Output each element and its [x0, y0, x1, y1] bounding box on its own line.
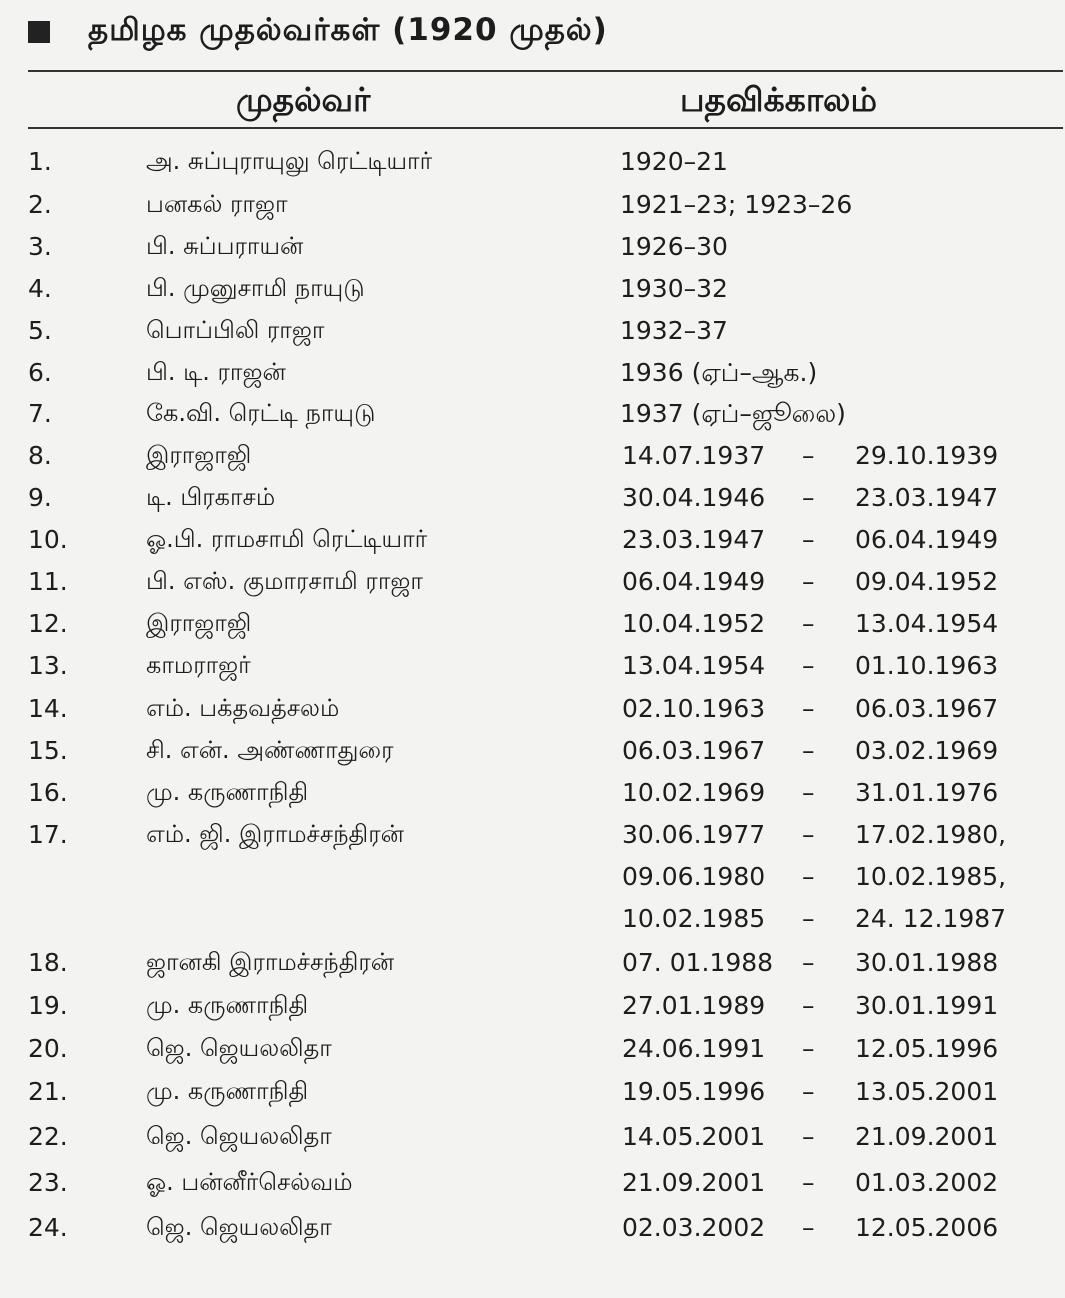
page-title: தமிழக முதல்வர்கள் (1920 முதல்) — [88, 12, 608, 48]
list-item — [0, 1213, 1065, 1255]
chief-minister-name: எம். பக்தவத்சலம் — [146, 694, 340, 722]
list-item — [0, 778, 1065, 820]
term-end-date: 30.01.1988 — [855, 948, 999, 977]
row-number: 8. — [28, 441, 52, 470]
list-item — [0, 483, 1065, 525]
term-separator: – — [802, 820, 815, 849]
term-start-date: 06.04.1949 — [622, 567, 766, 596]
term-separator: – — [802, 778, 815, 807]
row-number: 7. — [28, 399, 52, 428]
list-item — [0, 820, 1065, 862]
chief-minister-name: இராஜாஜி — [146, 609, 252, 637]
term-start-date: 23.03.1947 — [622, 525, 766, 554]
list-item — [0, 147, 1065, 189]
row-number: 3. — [28, 232, 52, 261]
chief-minister-name: டி. பிரகாசம் — [146, 483, 276, 511]
term-separator: – — [802, 1168, 815, 1197]
row-number: 11. — [28, 567, 68, 596]
list-item — [0, 862, 1065, 904]
row-number: 12. — [28, 609, 68, 638]
row-number: 13. — [28, 651, 68, 680]
list-item — [0, 904, 1065, 946]
chief-minister-name: பி. டி. ராஜன் — [146, 358, 286, 386]
term-start-date: 02.03.2002 — [622, 1213, 766, 1242]
term-end-date: 17.02.1980, — [855, 820, 1007, 849]
term-end-date: 09.04.1952 — [855, 567, 999, 596]
term-separator: – — [802, 1077, 815, 1106]
column-header-chief-minister: முதல்வர் — [236, 80, 371, 119]
term-start-date: 02.10.1963 — [622, 694, 766, 723]
list-item — [0, 694, 1065, 736]
term-end-date: 30.01.1991 — [855, 991, 999, 1020]
row-number: 21. — [28, 1077, 68, 1106]
chief-minister-name: ஜானகி இராமச்சந்திரன் — [146, 948, 395, 976]
term-separator: – — [802, 1122, 815, 1151]
chief-minister-name: காமராஜர் — [146, 651, 251, 679]
chief-minister-name: பி. எஸ். குமாரசாமி ராஜா — [146, 567, 423, 595]
list-item — [0, 441, 1065, 483]
term-end-date: 29.10.1939 — [855, 441, 999, 470]
row-number: 9. — [28, 483, 52, 512]
term-start-date: 07. 01.1988 — [622, 948, 774, 977]
list-item — [0, 609, 1065, 651]
chief-minister-name: பி. சுப்பராயன் — [146, 232, 304, 260]
row-number: 20. — [28, 1034, 68, 1063]
row-number: 24. — [28, 1213, 68, 1242]
row-number: 18. — [28, 948, 68, 977]
term-separator: – — [802, 694, 815, 723]
chief-minister-name: ஜெ. ஜெயலலிதா — [146, 1122, 332, 1150]
list-item — [0, 991, 1065, 1033]
list-item — [0, 1168, 1065, 1210]
term-end-date: 31.01.1976 — [855, 778, 999, 807]
term-start-date: 21.09.2001 — [622, 1168, 766, 1197]
term-end-date: 06.03.1967 — [855, 694, 999, 723]
row-number: 15. — [28, 736, 68, 765]
term-period: 1937 (ஏப்–ஜூலை) — [620, 399, 846, 428]
term-end-date: 01.10.1963 — [855, 651, 999, 680]
term-end-date: 10.02.1985, — [855, 862, 1007, 891]
term-period: 1920–21 — [620, 147, 728, 176]
row-number: 2. — [28, 190, 52, 219]
term-end-date: 13.05.2001 — [855, 1077, 999, 1106]
row-number: 16. — [28, 778, 68, 807]
term-separator: – — [802, 567, 815, 596]
term-separator: – — [802, 441, 815, 470]
column-header-term: பதவிக்காலம் — [680, 80, 878, 119]
term-end-date: 12.05.1996 — [855, 1034, 999, 1063]
chief-minister-name: பனகல் ராஜா — [146, 190, 288, 218]
term-end-date: 24. 12.1987 — [855, 904, 1007, 933]
row-number: 14. — [28, 694, 68, 723]
term-period: 1936 (ஏப்–ஆக.) — [620, 358, 818, 387]
term-start-date: 24.06.1991 — [622, 1034, 766, 1063]
term-separator: – — [802, 1213, 815, 1242]
chief-minister-name: ஜெ. ஜெயலலிதா — [146, 1034, 332, 1062]
term-separator: – — [802, 651, 815, 680]
list-item — [0, 316, 1065, 358]
chief-minister-name: மு. கருணாநிதி — [146, 778, 309, 806]
list-item — [0, 399, 1065, 441]
term-start-date: 19.05.1996 — [622, 1077, 766, 1106]
term-separator: – — [802, 991, 815, 1020]
term-separator: – — [802, 609, 815, 638]
chief-minister-name: ஓ. பன்னீர்செல்வம் — [146, 1168, 353, 1196]
term-separator: – — [802, 948, 815, 977]
chief-minister-name: பொப்பிலி ராஜா — [146, 316, 325, 344]
chief-minister-name: இராஜாஜி — [146, 441, 252, 469]
chief-minister-name: ஜெ. ஜெயலலிதா — [146, 1213, 332, 1241]
list-item — [0, 948, 1065, 990]
chief-minister-name: எம். ஜி. இராமச்சந்திரன் — [146, 820, 404, 848]
term-end-date: 21.09.2001 — [855, 1122, 999, 1151]
chief-minister-name: மு. கருணாநிதி — [146, 991, 309, 1019]
list-item — [0, 651, 1065, 693]
term-start-date: 09.06.1980 — [622, 862, 766, 891]
term-start-date: 06.03.1967 — [622, 736, 766, 765]
term-start-date: 13.04.1954 — [622, 651, 766, 680]
list-item — [0, 1077, 1065, 1119]
list-item — [0, 567, 1065, 609]
term-start-date: 30.06.1977 — [622, 820, 766, 849]
term-period: 1930–32 — [620, 274, 728, 303]
row-number: 6. — [28, 358, 52, 387]
term-start-date: 27.01.1989 — [622, 991, 766, 1020]
row-number: 23. — [28, 1168, 68, 1197]
list-item — [0, 358, 1065, 400]
chief-minister-name: அ. சுப்புராயுலு ரெட்டியார் — [146, 147, 433, 175]
term-separator: – — [802, 904, 815, 933]
term-period: 1932–37 — [620, 316, 728, 345]
row-number: 22. — [28, 1122, 68, 1151]
term-end-date: 13.04.1954 — [855, 609, 999, 638]
term-start-date: 14.05.2001 — [622, 1122, 766, 1151]
row-number: 1. — [28, 147, 52, 176]
term-separator: – — [802, 525, 815, 554]
term-start-date: 10.02.1969 — [622, 778, 766, 807]
list-item — [0, 1122, 1065, 1164]
row-number: 10. — [28, 525, 68, 554]
term-period: 1921–23; 1923–26 — [620, 190, 853, 219]
term-start-date: 30.04.1946 — [622, 483, 766, 512]
list-item — [0, 1034, 1065, 1076]
term-end-date: 03.02.1969 — [855, 736, 999, 765]
row-number: 4. — [28, 274, 52, 303]
term-separator: – — [802, 862, 815, 891]
chief-minister-name: ஓ.பி. ராமசாமி ரெட்டியார் — [146, 525, 428, 553]
chief-minister-name: மு. கருணாநிதி — [146, 1077, 309, 1105]
chief-minister-name: கே.வி. ரெட்டி நாயுடு — [146, 399, 376, 427]
list-item — [0, 736, 1065, 778]
term-end-date: 06.04.1949 — [855, 525, 999, 554]
list-item — [0, 232, 1065, 274]
term-end-date: 23.03.1947 — [855, 483, 999, 512]
term-end-date: 12.05.2006 — [855, 1213, 999, 1242]
chief-minister-name: சி. என். அண்ணாதுரை — [146, 736, 394, 764]
chief-minister-name: பி. முனுசாமி நாயுடு — [146, 274, 365, 302]
term-separator: – — [802, 1034, 815, 1063]
list-item — [0, 190, 1065, 232]
row-number: 5. — [28, 316, 52, 345]
term-start-date: 10.04.1952 — [622, 609, 766, 638]
term-separator: – — [802, 483, 815, 512]
list-item — [0, 525, 1065, 567]
list-item — [0, 274, 1065, 316]
term-start-date: 10.02.1985 — [622, 904, 766, 933]
term-end-date: 01.03.2002 — [855, 1168, 999, 1197]
term-start-date: 14.07.1937 — [622, 441, 766, 470]
term-separator: – — [802, 736, 815, 765]
term-period: 1926–30 — [620, 232, 728, 261]
row-number: 17. — [28, 820, 68, 849]
row-number: 19. — [28, 991, 68, 1020]
